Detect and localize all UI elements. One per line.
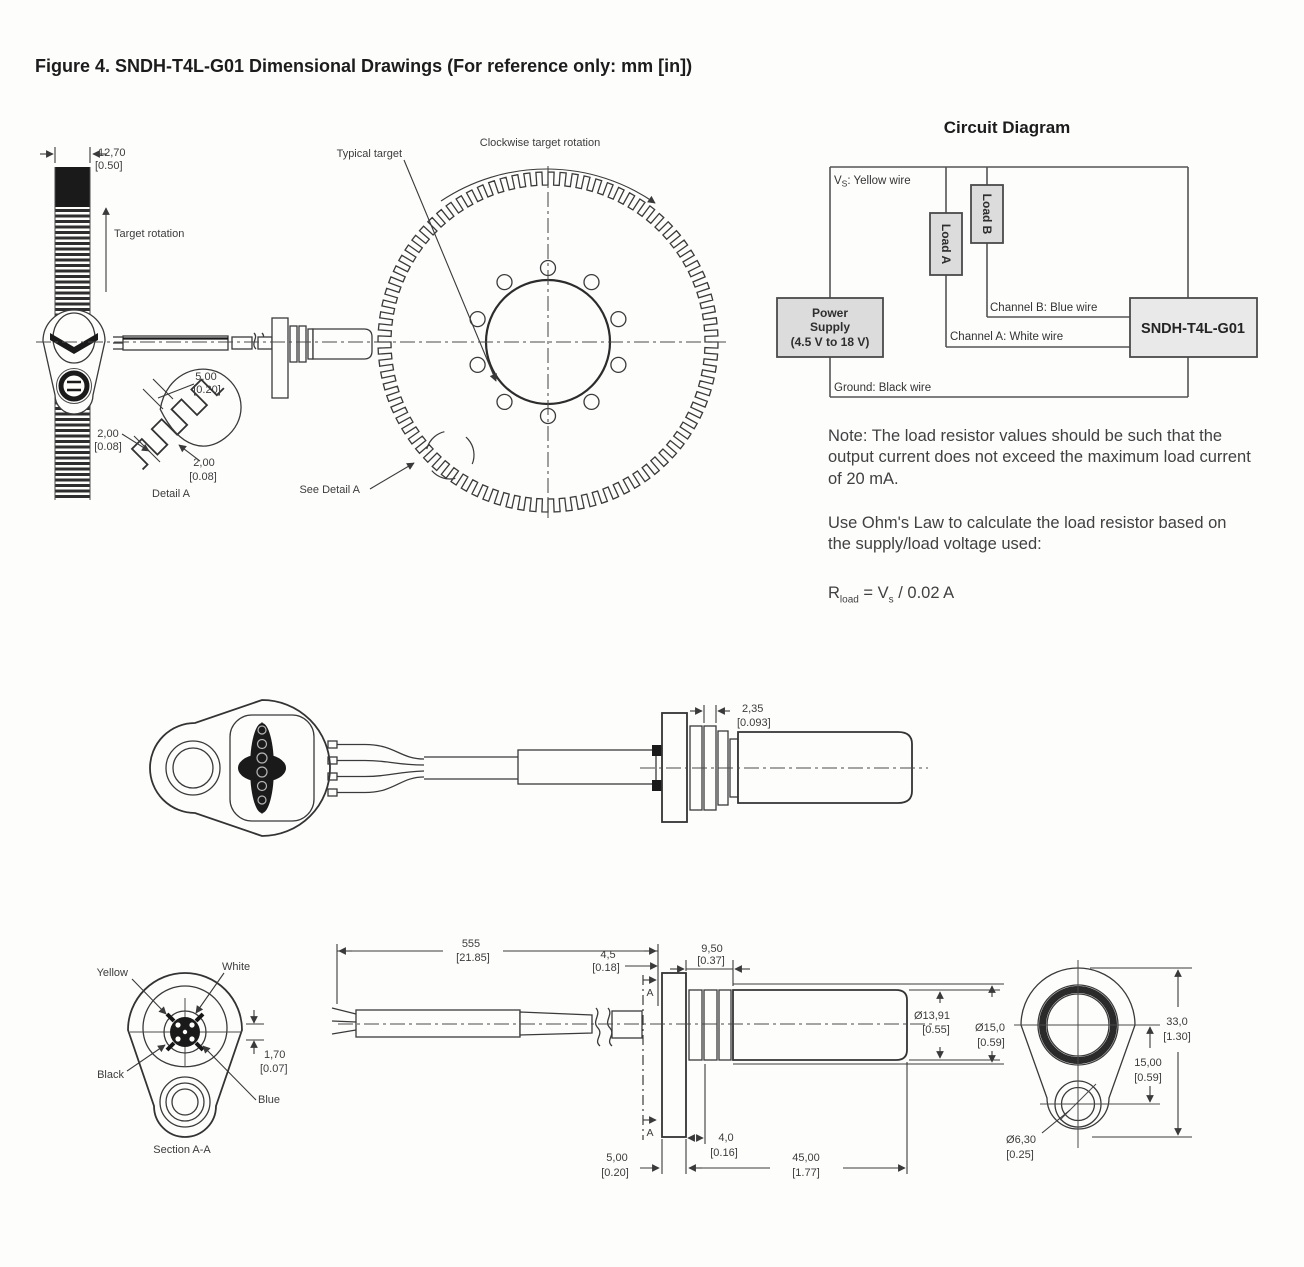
dim-body-length-in: [1.77]: [792, 1167, 820, 1179]
dim-pitch-mm: 5,00: [195, 371, 217, 383]
sensor-front-view-small: [43, 310, 105, 414]
dim-collar-dia-in: [0.59]: [977, 1037, 1005, 1049]
section-a-a-view: [97, 961, 288, 1156]
channel-b-label: Channel B: Blue wire: [990, 302, 1098, 314]
dim-target-width-in: [0.50]: [95, 160, 123, 172]
target-front-view: [299, 137, 718, 518]
dim-groove-mm: 2,35: [742, 703, 764, 715]
dim-offset-mm: 1,70: [264, 1049, 286, 1061]
dim-hole-spacing-in: [0.59]: [1134, 1072, 1162, 1084]
ground-label: Ground: Black wire: [834, 382, 932, 394]
bolt-hole: [611, 312, 626, 327]
circuit-diagram: [777, 118, 1257, 397]
power-supply-line2: Supply: [809, 320, 851, 334]
dim-hole-spacing-mm: 15,00: [1134, 1057, 1162, 1069]
dim-cable-length-mm: 555: [461, 938, 481, 950]
circuit-title: Circuit Diagram: [943, 118, 1071, 137]
dim-target-width-mm: 12,70: [98, 147, 126, 159]
lead-wires: [328, 741, 518, 796]
note-load-resistor: Note: The load resistor values should be such that the output current does not exceed the maximum load current of 20 mA.: [828, 427, 1251, 488]
sensor-side-view-small: [113, 318, 372, 398]
sensor-dimension-view: [332, 938, 1005, 1179]
dim-gap-in: [0.08]: [189, 471, 217, 483]
dim-collar-length-mm: 9,50: [701, 943, 723, 955]
dim-pitch-in: [0.20]: [193, 384, 221, 396]
dim-offset-in: [0.07]: [260, 1063, 288, 1075]
target-rotation-label: Target rotation: [114, 228, 185, 240]
cable-assembly-view: [150, 700, 928, 836]
bolt-hole: [470, 357, 485, 372]
figure-title: Figure 4. SNDH-T4L-G01 Dimensional Drawings (For reference only: mm [in]): [35, 56, 693, 76]
power-supply-line3: (4.5 V to 18 V): [790, 335, 870, 349]
dim-tooth-in: [0.08]: [94, 441, 122, 453]
sensor-box-label: SNDH-T4L-G01: [1141, 321, 1245, 337]
load-b-label: Load B: [980, 193, 994, 235]
dim-collar-length-in: [0.37]: [697, 955, 725, 967]
dim-ring-length-mm: 4,0: [718, 1132, 734, 1144]
dim-body-dia-mm: Ø13,91: [913, 1010, 951, 1022]
typical-target-label: Typical target: [336, 148, 402, 160]
wire-blue-label: Blue: [258, 1094, 281, 1106]
detail-a-caption: Detail A: [152, 488, 190, 500]
dim-sensing-depth-mm: 4,5: [600, 949, 616, 961]
load-resistor-formula: [828, 583, 1252, 606]
vs-yellow-wire-label: $V_S$: Yellow wire: [834, 175, 911, 189]
dim-body-length-mm: 45,00: [792, 1152, 820, 1164]
wire-black-label: Black: [97, 1069, 124, 1081]
wire-white-label: White: [222, 961, 251, 973]
flange-front-view: [1006, 960, 1192, 1161]
channel-a-label: Channel A: White wire: [950, 331, 1064, 343]
dim-flange-thickness-mm: 5,00: [606, 1152, 628, 1164]
clockwise-rotation-label: Clockwise target rotation: [479, 137, 601, 149]
dim-sensing-depth-in: [0.18]: [592, 962, 620, 974]
formula-rest: / 0.02 A: [893, 584, 955, 602]
dim-gap-mm: 2,00: [193, 457, 215, 469]
dim-hole-dia-mm: Ø6,30: [1006, 1134, 1036, 1146]
detail-a-view: [94, 353, 256, 500]
wire-yellow-label: Yellow: [96, 967, 128, 979]
section-caption: Section A-A: [153, 1144, 211, 1156]
power-supply-line1: Power: [811, 306, 849, 320]
dim-collar-dia-mm: Ø15,0: [975, 1022, 1005, 1034]
dim-ring-length-in: [0.16]: [710, 1147, 738, 1159]
see-detail-a-label: See Detail A: [299, 484, 360, 496]
formula-eq: = V: [858, 584, 889, 602]
dim-flange-thickness-in: [0.20]: [601, 1167, 629, 1179]
bolt-hole: [497, 275, 512, 290]
dim-hole-dia-in: [0.25]: [1006, 1149, 1034, 1161]
load-a-label: Load A: [939, 223, 953, 265]
formula-v-sub: s: [888, 594, 894, 606]
section-marker-bottom: A: [646, 1127, 654, 1139]
dim-tooth-mm: 2,00: [97, 428, 119, 440]
section-marker-top: A: [646, 987, 654, 999]
bolt-hole: [497, 394, 512, 409]
formula-r: R: [828, 584, 840, 602]
dim-cable-length-in: [21.85]: [456, 952, 490, 964]
dim-flange-height-in: [1.30]: [1163, 1031, 1191, 1043]
dim-groove-in: [0.093]: [737, 717, 771, 729]
bolt-hole: [611, 357, 626, 372]
note-ohms-law: Use Ohm's Law to calculate the load resistor based on the supply/load voltage used:: [828, 514, 1227, 554]
bolt-hole: [584, 394, 599, 409]
bolt-hole: [584, 275, 599, 290]
formula-r-sub: load: [839, 594, 859, 606]
dim-flange-height-mm: 33,0: [1166, 1016, 1188, 1028]
dim-body-dia-in: [0.55]: [922, 1024, 950, 1036]
